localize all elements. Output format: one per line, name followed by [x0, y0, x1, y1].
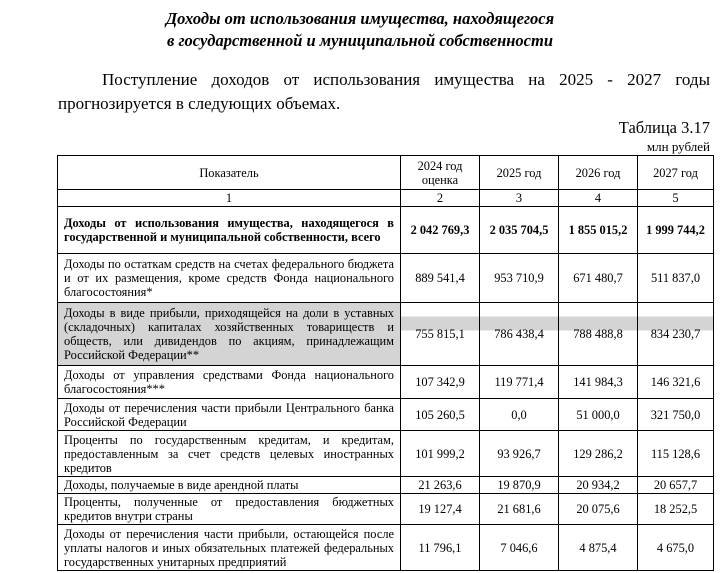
row-name: Доходы, получаемые в виде арендной платы: [58, 477, 401, 494]
header-2026: 2026 год: [559, 156, 638, 190]
cell-value: 786 438,4: [480, 303, 559, 366]
cell-value: 20 934,2: [559, 477, 638, 494]
cell-value: 20 657,7: [638, 477, 714, 494]
cell-value: 141 984,3: [559, 366, 638, 399]
column-number: 4: [559, 190, 638, 207]
table-number: Таблица 3.17: [618, 118, 710, 137]
cell-value: 51 000,0: [559, 399, 638, 431]
title-line-2: в государственной и муниципальной собственности: [166, 31, 554, 50]
column-number: 5: [638, 190, 714, 207]
title-line-1: Доходы от использования имущества, находящегося: [165, 9, 555, 28]
cell-value: 511 837,0: [638, 254, 714, 303]
row-name: Доходы в виде прибыли, приходящейся на доли в уставных (складочных) капиталах хозяйственных товариществ и обществ, или дивидендов по акциям, принадлежащим Российской Федерации**: [58, 303, 401, 366]
cell-value: 21 263,6: [401, 477, 480, 494]
cell-value: 1 999 744,2: [638, 207, 714, 254]
column-number: 1: [58, 190, 401, 207]
row-name: Доходы от перечисления части прибыли Центрального банка Российской Федерации: [58, 399, 401, 431]
table-header-row: [58, 156, 714, 190]
table-row: [58, 399, 714, 431]
cell-value: 321 750,0: [638, 399, 714, 431]
cell-value: 19 870,9: [480, 477, 559, 494]
table-row: [58, 366, 714, 399]
column-number-row: [58, 190, 714, 207]
column-number: 3: [480, 190, 559, 207]
cell-value: 2 035 704,5: [480, 207, 559, 254]
table-row: [58, 254, 714, 303]
cell-value: 1 855 015,2: [559, 207, 638, 254]
header-2024: 2024 год оценка: [401, 156, 480, 190]
cell-value: 119 771,4: [480, 366, 559, 399]
table-row: [58, 303, 714, 366]
cell-value: 11 796,1: [401, 525, 480, 571]
document-title: [0, 8, 720, 52]
header-2027: 2027 год: [638, 156, 714, 190]
header-indicator: Показатель: [58, 156, 401, 190]
cell-value: 146 321,6: [638, 366, 714, 399]
cell-value: 7 046,6: [480, 525, 559, 571]
cell-value: 21 681,6: [480, 494, 559, 525]
cell-value: 4 875,4: [559, 525, 638, 571]
intro-paragraph: Поступление доходов от использования имущества на 2025 - 2027 годы прогнозируется в следующих объемах.: [58, 70, 710, 113]
row-name: Проценты, полученные от предоставления бюджетных кредитов внутри страны: [58, 494, 401, 525]
cell-value: 788 488,8: [559, 303, 638, 366]
cell-value: 107 342,9: [401, 366, 480, 399]
column-number: 2: [401, 190, 480, 207]
cell-value: 2 042 769,3: [401, 207, 480, 254]
row-name: Доходы по остаткам средств на счетах федерального бюджета и от их размещения, кроме средств Фонда национального благосостояния*: [58, 254, 401, 303]
cell-value: 101 999,2: [401, 431, 480, 477]
table-row: [58, 207, 714, 254]
row-name: Доходы от использования имущества, находящегося в государственной и муниципальной собственности, всего: [58, 207, 401, 254]
cell-value: 93 926,7: [480, 431, 559, 477]
row-name: Доходы от перечисления части прибыли, остающейся после уплаты налогов и иных обязательных платежей федеральных государственных унитарных предприятий: [58, 525, 401, 571]
cell-value: 115 128,6: [638, 431, 714, 477]
cell-value: 0,0: [480, 399, 559, 431]
cell-value: 20 075,6: [559, 494, 638, 525]
cell-value: 19 127,4: [401, 494, 480, 525]
cell-value: 671 480,7: [559, 254, 638, 303]
cell-value: 105 260,5: [401, 399, 480, 431]
cell-value: 889 541,4: [401, 254, 480, 303]
cell-value: 129 286,2: [559, 431, 638, 477]
table-row: [58, 431, 714, 477]
cell-value: 834 230,7: [638, 303, 714, 366]
cell-value: 953 710,9: [480, 254, 559, 303]
revenue-table: [57, 155, 714, 571]
cell-value: 755 815,1: [401, 303, 480, 366]
table-row: [58, 525, 714, 571]
header-2025: 2025 год: [480, 156, 559, 190]
row-name: Проценты по государственным кредитам, и кредитам, предоставленным за счет средств целевых иностранных кредитов: [58, 431, 401, 477]
cell-value: 4 675,0: [638, 525, 714, 571]
table-row: [58, 494, 714, 525]
row-name: Доходы от управления средствами Фонда национального благосостояния***: [58, 366, 401, 399]
cell-value: 18 252,5: [638, 494, 714, 525]
table-units: млн рублей: [646, 139, 710, 154]
table-row: [58, 477, 714, 494]
